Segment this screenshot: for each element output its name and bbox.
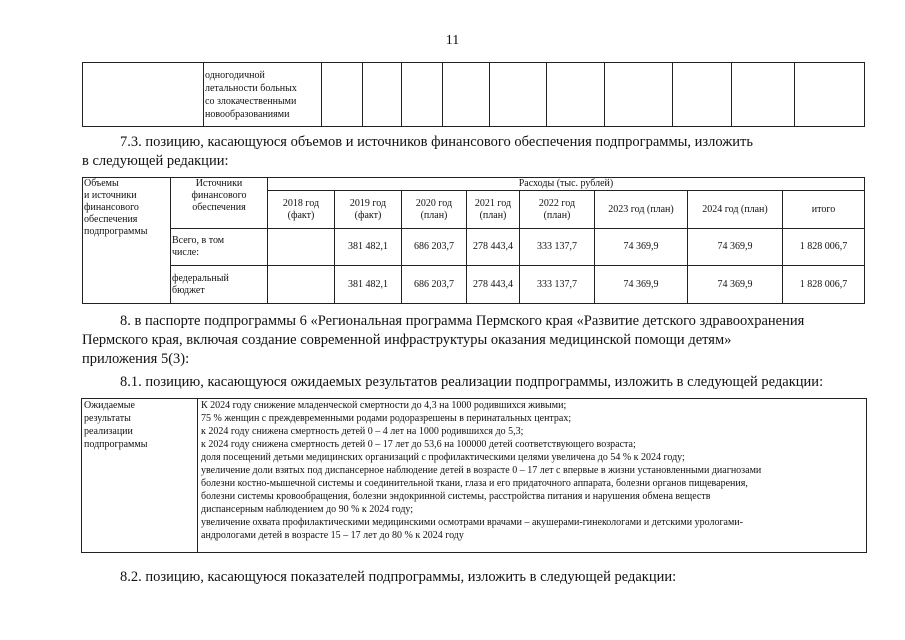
paragraph-8-1: 8.1. позицию, касающуюся ожидаемых результатов реализации подпрограммы, изложить в следующей редакции: bbox=[120, 374, 824, 390]
year-header: 2019 год (факт) bbox=[335, 191, 402, 229]
year-header: 2020 год (план) bbox=[402, 191, 467, 229]
results-text-cell: К 2024 году снижение младенческой смертности до 4,3 на 1000 родившихся живыми; 75 % женщин с преждевременными родами родоразрешены в перинатальных центрах; к 2024 году снижена смертность детей 0 – 4 лет на 1000 родившихся до 5,3; к 2024 году снижена смертность детей 0 – 17 лет до 53,6 на 100000 детей соответствующего возраста; доля посещений детьми медицинских организаций с профилактическими целями увеличена до 54 % к 2024 году; увеличение доли взятых под диспансерное наблюдение детей в возрасте 0 – 17 лет с впервые в жизни установленными диагнозами болезни костно-мышечной системы и соединительной ткани, глаза и его придаточного аппарата, болезни органов пищеварения, болезни системы кровообращения, болезни эндокринной системы, расстройства питания и нарушения обмена веществ диспансерным наблюдением до 90 % к 2024 году; увеличение охвата профилактическими медицинскими осмотрами врачами – акушерами-гинекологами и детскими урологами- андрологами детей в возрасте 15 – 17 лет до 80 % к 2024 году bbox=[198, 399, 867, 553]
year-header: 2024 год (план) bbox=[688, 191, 783, 229]
results-label-cell: Ожидаемые результаты реализации подпрограммы bbox=[82, 399, 198, 553]
year-header: 2023 год (план) bbox=[595, 191, 688, 229]
year-header: 2018 год (факт) bbox=[268, 191, 335, 229]
indicator-cell: одногодичной летальности больных со злокачественными новообразованиями bbox=[204, 63, 322, 127]
total-header: итого bbox=[783, 191, 865, 229]
year-header: 2021 год (план) bbox=[467, 191, 520, 229]
source-cell: Всего, в том числе: bbox=[171, 229, 268, 266]
paragraph-8: 8. в паспорте подпрограммы 6 «Региональная программа Пермского края «Развитие детского здравоохранения Пермского края, включая создание современной инфраструктуры оказания медицинской помощи детям» приложения 5(3): bbox=[82, 313, 805, 367]
results-table bbox=[81, 398, 867, 553]
finance-table bbox=[82, 177, 865, 304]
table-row: федеральный бюджет 381 482,1 686 203,7 278 443,4 333 137,7 74 369,9 74 369,9 1 828 006,7 bbox=[83, 266, 865, 304]
source-cell: федеральный бюджет bbox=[171, 266, 268, 304]
table-row: Всего, в том числе: 381 482,1 686 203,7 278 443,4 333 137,7 74 369,9 74 369,9 1 828 006,7 bbox=[83, 229, 865, 266]
sources-header: Источники финансового обеспечения bbox=[171, 178, 268, 229]
expenses-header: Расходы (тыс. рублей) bbox=[268, 178, 865, 191]
paragraph-7-3: 7.3. позицию, касающуюся объемов и источников финансового обеспечения подпрограммы, изложить в следующей редакции: bbox=[82, 134, 753, 169]
paragraph-8-2: 8.2. позицию, касающуюся показателей подпрограммы, изложить в следующей редакции: bbox=[120, 569, 677, 585]
year-header: 2022 год (план) bbox=[520, 191, 595, 229]
continuation-table bbox=[82, 62, 865, 127]
page-number: 11 bbox=[445, 33, 460, 48]
volumes-header: Объемы и источники финансового обеспечения подпрограммы bbox=[83, 178, 171, 304]
